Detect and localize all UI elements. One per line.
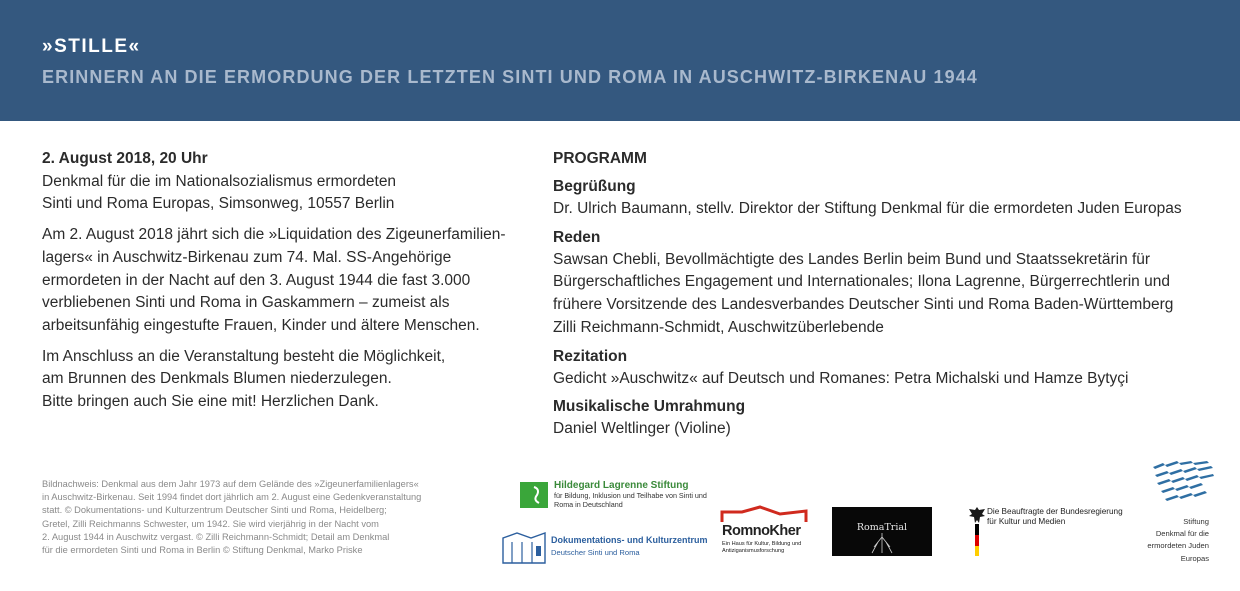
page-subtitle: ERINNERN AN DIE ERMORDUNG DER LETZTEN SINTI UND ROMA IN AUSCHWITZ-BIRKENAU 1944 (42, 67, 978, 87)
lagrenne-mark-icon (520, 482, 548, 508)
page-title: »STILLE« (42, 36, 141, 57)
program-section-title: Begrüßung (553, 178, 636, 195)
stiftung-line: Denkmal für die (1155, 529, 1209, 539)
bkm-logo (955, 504, 1125, 556)
romnokher-name: RomnoKher (722, 523, 801, 539)
bkm-line: Die Beauftragte der Bundesregierung (987, 507, 1123, 516)
credit-line: 2. August 1944 in Auschwitz vergast. © Zilli Reichmann-Schmidt; Detail am Denkmal (42, 531, 390, 542)
program-section-title: Musikalische Umrahmung (553, 398, 746, 416)
program-section-line: Gedicht »Auschwitz« auf Deutsch und Romanes: Petra Michalski und Hamze Bytyçi (553, 369, 1129, 387)
invite-line: Bitte bringen auch Sie eine mit! Herzlichen Dank. (42, 393, 379, 411)
credit-line: in Auschwitz-Birkenau. Seit 1994 findet dort jährlich am 2. August eine Gedenkveranstaltung (42, 492, 422, 503)
lagrenne-foundation-logo (520, 480, 707, 514)
dokz-subtitle: Deutscher Sinti und Roma (551, 548, 640, 557)
program-section-line: Daniel Weltlinger (Violine) (553, 420, 731, 438)
intro-line: lagers« in Auschwitz-Birkenau zum 74. Mal. SS-Angehörige (42, 248, 452, 266)
stiftung-text (1119, 516, 1209, 565)
intro-line: ermordeten in der Nacht auf den 3. August 1944 die fast 3.000 (42, 271, 471, 289)
romnokher-subtitle: Ein Haus für Kultur, Bildung und Antiziganismusforschung (722, 541, 802, 554)
intro-line: Am 2. August 2018 jährt sich die »Liquidation des Zigeunerfamilien- (42, 226, 506, 244)
dokz-name: Dokumentations- und Kulturzentrum (551, 535, 708, 545)
credit-line: Bildnachweis: Denkmal aus dem Jahr 1973 auf dem Gelände des »Zigeunerfamilienlagers« (42, 479, 419, 489)
event-info-column (42, 148, 532, 414)
stiftung-line: ermordeten Juden (1147, 541, 1209, 551)
program-heading: PROGRAMM (553, 150, 647, 167)
bkm-text (987, 507, 1123, 527)
program-section-line: Zilli Reichmann-Schmidt, Auschwitzüberlebende (553, 318, 884, 336)
credit-line: für die ermordeten Sinti und Roma in Berlin © Stiftung Denkmal, Marko Priske (42, 545, 363, 556)
program-column (553, 148, 1213, 441)
romatrial-roots-icon (832, 533, 932, 555)
lagrenne-subtitle: für Bildung, Inklusion und Teilhabe von Sinti und Roma in Deutschland (554, 491, 707, 509)
dokz-building-icon (501, 530, 547, 566)
bkm-line: für Kultur und Medien (987, 517, 1066, 526)
program-section-line: Dr. Ulrich Baumann, stellv. Direktor der Stiftung Denkmal für die ermordeten Juden Europas (553, 200, 1182, 217)
stiftung-denkmal-logo (1145, 461, 1215, 561)
german-flag-icon (975, 524, 979, 556)
program-section-title: Rezitation (553, 347, 628, 365)
lagrenne-name: Hildegard Lagrenne Stiftung (554, 480, 689, 491)
stiftung-line: Stiftung (1183, 517, 1209, 526)
stiftung-line: Europas (1180, 553, 1209, 563)
event-date-time: 2. August 2018, 20 Uhr (42, 150, 208, 167)
event-venue-line: Denkmal für die im Nationalsozialismus ermordeten (42, 172, 397, 190)
program-section-line: frühere Vorsitzende des Landesverbandes Deutscher Sinti und Roma Baden-Württemberg (553, 296, 1174, 314)
invite-line: am Brunnen des Denkmals Blumen niederzulegen. (42, 370, 392, 388)
credit-line: Gretel, Zilli Reichmanns Schwester, um 1942. Sie wird vierjährig in der Nacht vom (42, 518, 379, 529)
intro-line: verbliebenen Sinti und Roma in Gaskammern – zumeist als (42, 294, 450, 312)
romnokher-roof-icon (720, 505, 808, 525)
invite-line: Im Anschluss an die Veranstaltung besteht die Möglichkeit, (42, 347, 446, 365)
romnokher-logo (720, 505, 808, 557)
invite-paragraph (42, 346, 532, 414)
federal-eagle-icon (967, 506, 987, 524)
header-banner (0, 0, 1240, 121)
intro-paragraph (42, 224, 532, 338)
program-section-line: Bürgerschaftliches Engagement und Internationales; Ilona Lagrenne, Bürgerrechtlerin und (553, 273, 1170, 291)
program-section-title: Reden (553, 228, 601, 246)
dokumentationszentrum-logo (501, 530, 708, 566)
romatrial-name: RomaTrial (856, 522, 908, 533)
image-credits (42, 478, 492, 557)
romatrial-logo (832, 507, 932, 556)
event-venue-line: Sinti und Roma Europas, Simsonweg, 10557 Berlin (42, 195, 395, 213)
stelae-field-icon (1151, 461, 1215, 505)
program-section-line: Sawsan Chebli, Bevollmächtigte des Landes Berlin beim Bund und Staatssekretärin für (553, 250, 1151, 268)
intro-line: arbeitsunfähig eingestufte Frauen, Kinder und ältere Menschen. (42, 316, 480, 334)
credit-line: statt. © Dokumentations- und Kulturzentrum Deutscher Sinti und Roma, Heidelberg; (42, 505, 387, 516)
